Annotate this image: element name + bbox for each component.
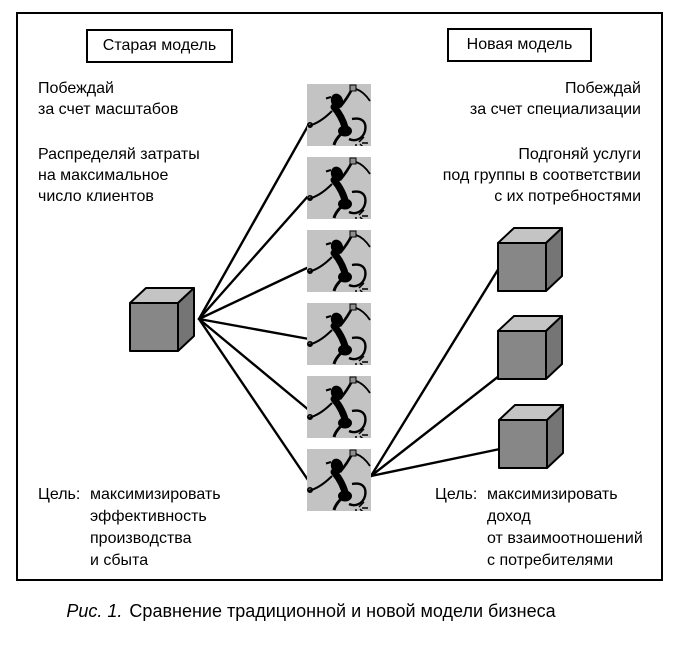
cube-icon	[129, 286, 195, 352]
connector-new-1	[371, 268, 499, 476]
old-model-title: Старая модель	[102, 37, 217, 54]
connector-old-2	[199, 195, 309, 319]
figure-caption	[66, 601, 555, 622]
connector-old-3	[199, 267, 309, 319]
person-icon	[307, 449, 371, 511]
new-model-title-box	[447, 28, 592, 62]
connector-old-1	[199, 124, 309, 319]
person-icon	[307, 84, 371, 146]
goal-label: Цель:	[435, 486, 478, 503]
cube-icon	[498, 403, 564, 469]
person-icon	[307, 157, 371, 219]
new-principle-2: Подгоняй услуги под группы в соответствии с их потребностями	[442, 146, 641, 205]
old-principle-1: Побеждай за счет масштабов	[38, 80, 179, 118]
connector-new-3	[371, 449, 500, 476]
new-model-principles	[443, 78, 641, 207]
new-model-goal	[435, 484, 643, 572]
person-icon	[307, 303, 371, 365]
connector-old-4	[199, 319, 309, 339]
goal-text: максимизировать доход от взаимоотношений с потребителями	[487, 486, 643, 569]
old-model-goal	[38, 484, 221, 572]
figure-caption-text: Сравнение традиционной и новой модели бизнеса	[129, 601, 556, 621]
connector-old-5	[199, 319, 310, 411]
connector-old-6	[199, 319, 310, 483]
old-model-principles	[38, 78, 200, 207]
old-principle-2: Распределяй затраты на максимальное число клиентов	[38, 146, 200, 205]
connector-new-2	[371, 376, 499, 476]
old-model-title-box	[86, 29, 233, 63]
person-icon	[307, 230, 371, 292]
goal-text: максимизировать эффективность производства и сбыта	[90, 486, 221, 569]
goal-label: Цель:	[38, 486, 81, 503]
cube-icon	[497, 226, 563, 292]
new-model-title: Новая модель	[466, 36, 573, 53]
person-icon	[307, 376, 371, 438]
cube-icon	[497, 314, 563, 380]
new-principle-1: Побеждай за счет специализации	[469, 80, 641, 118]
figure-number: Рис. 1.	[66, 601, 123, 621]
